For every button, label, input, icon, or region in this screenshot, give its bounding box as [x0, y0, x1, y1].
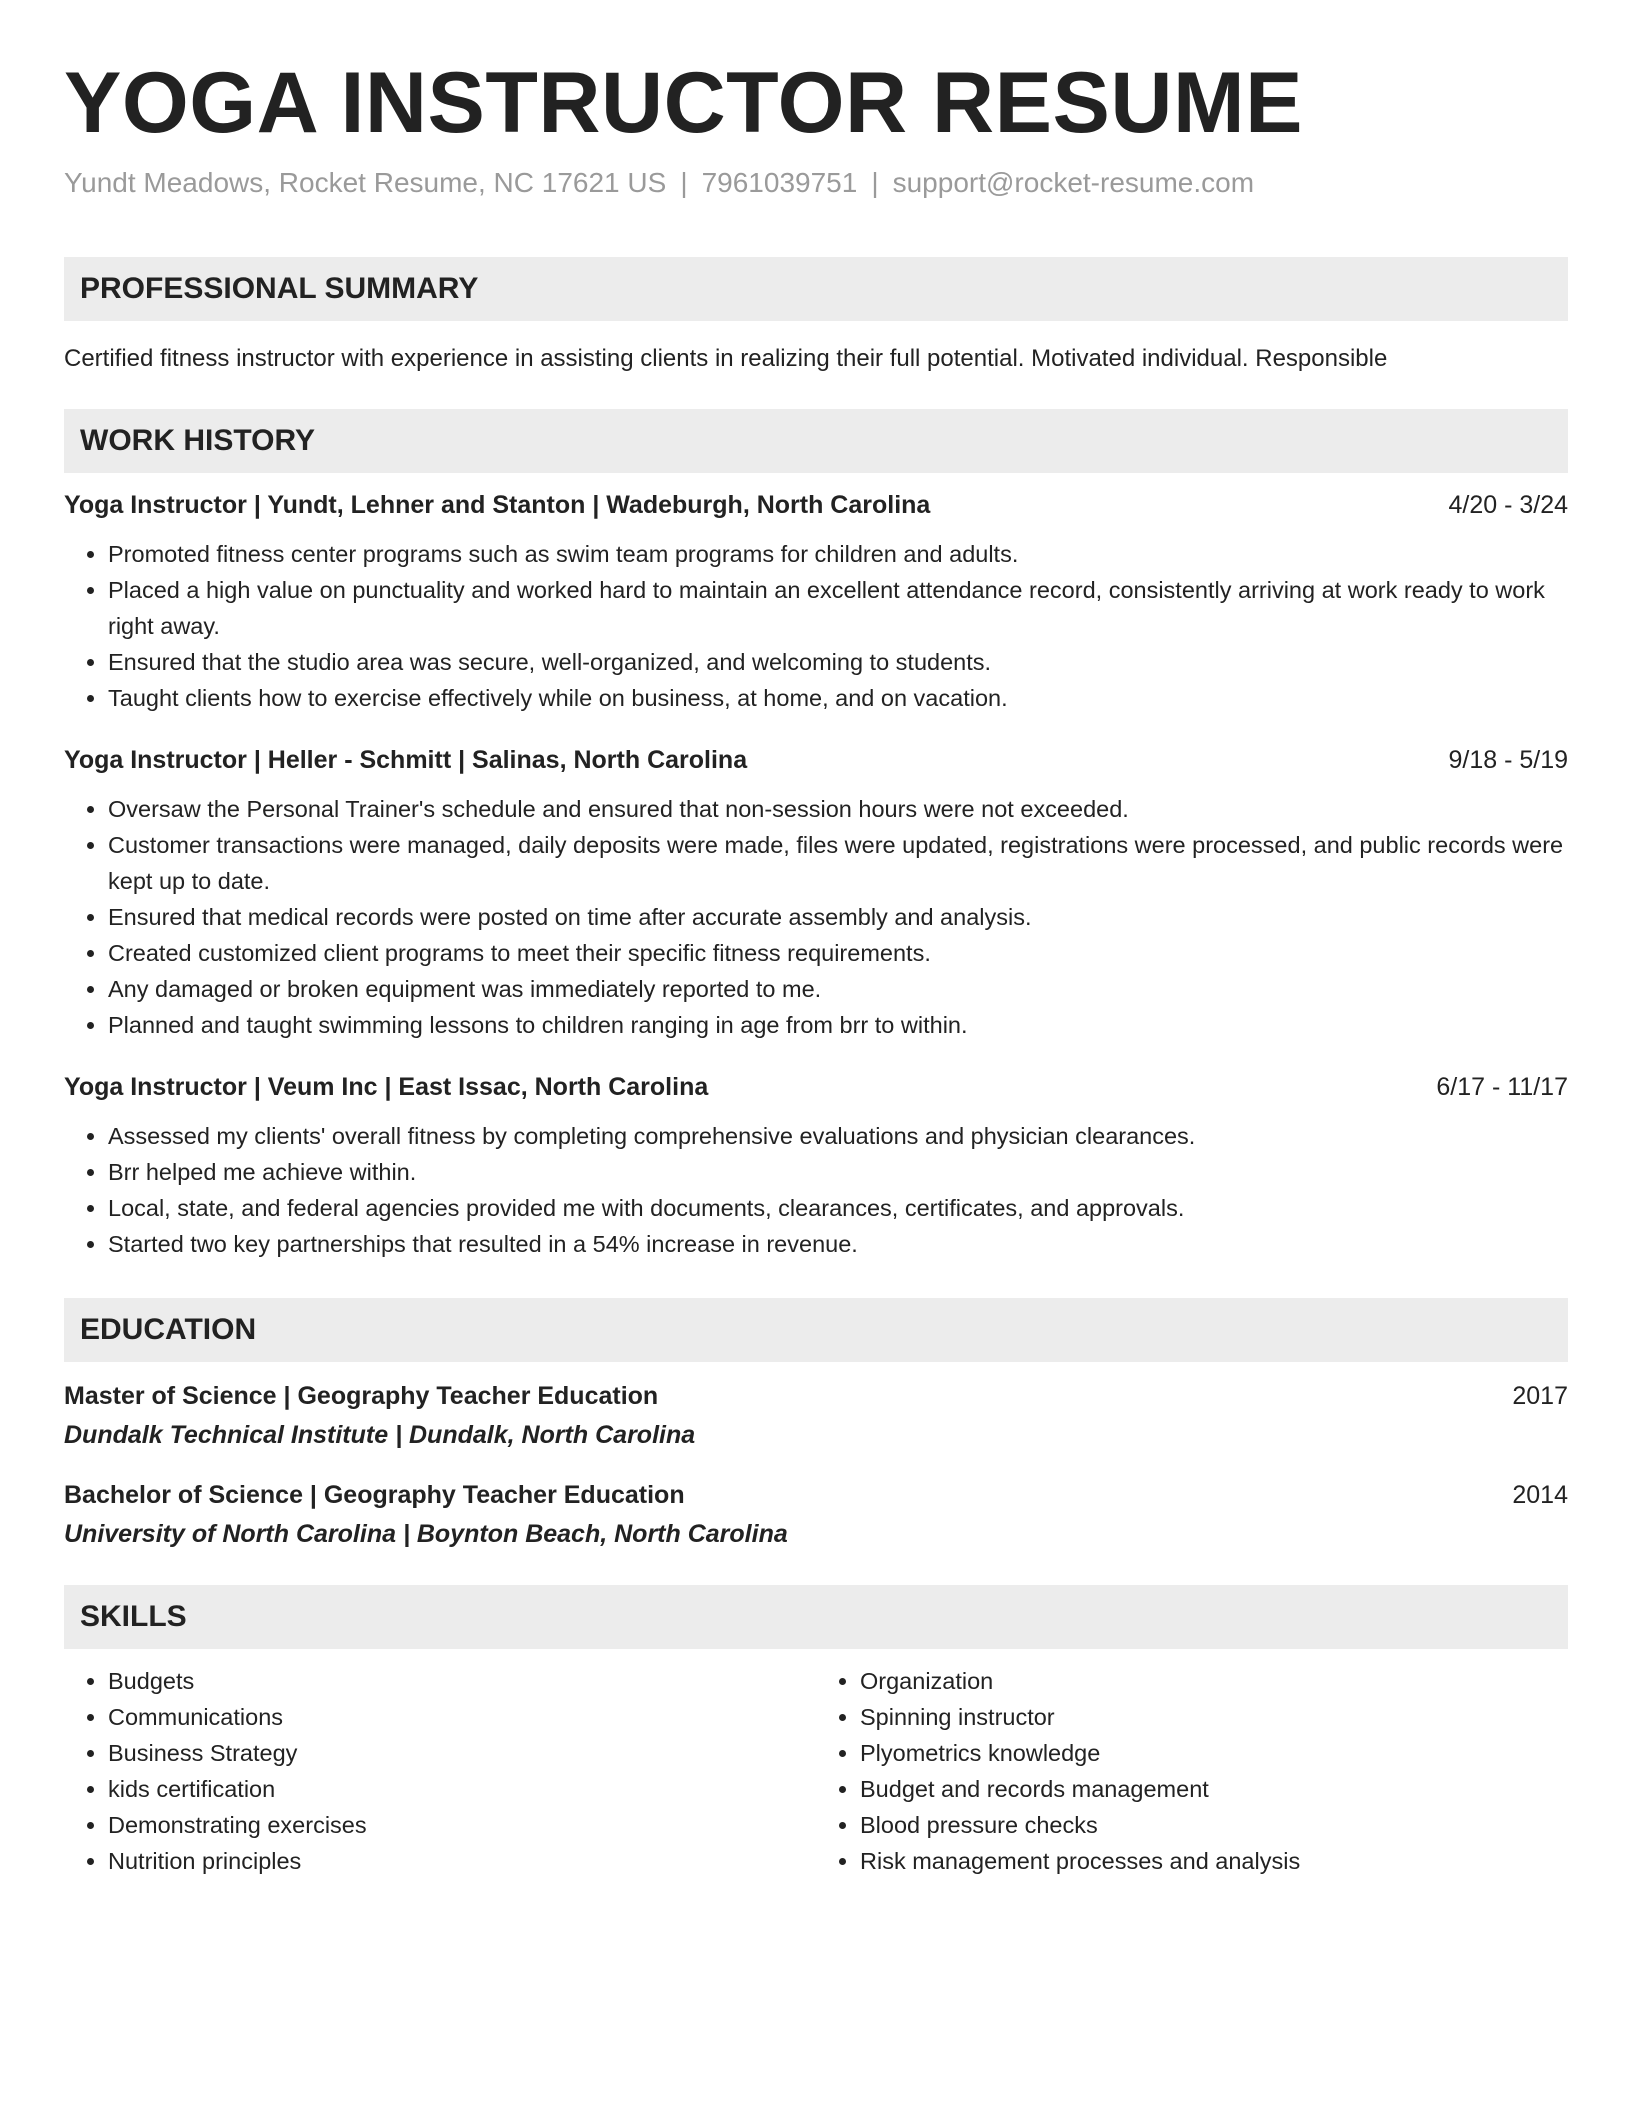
- job-dates: 4/20 - 3/24: [1448, 490, 1568, 519]
- job-bullet: • Local, state, and federal agencies provided me with documents, clearances, certificates, and approvals.: [108, 1190, 1568, 1226]
- education-school: University of North Carolina | Boynton Beach, North Carolina: [64, 1520, 788, 1549]
- job-bullet: • Created customized client programs to meet their specific fitness requirements.: [108, 935, 1568, 971]
- job-entry: [64, 491, 1568, 716]
- skill-item: • Business Strategy: [108, 1735, 816, 1771]
- skill-item: • Budgets: [108, 1663, 816, 1699]
- job-header-row: [64, 746, 1568, 775]
- contact-line: [64, 165, 1568, 201]
- skill-item: • Plyometrics knowledge: [860, 1735, 1568, 1771]
- skill-item: • Budget and records management: [860, 1771, 1568, 1807]
- skill-item: • Demonstrating exercises: [108, 1807, 816, 1843]
- education-degree: Bachelor of Science | Geography Teacher Education: [64, 1481, 685, 1510]
- contact-address: Yundt Meadows, Rocket Resume, NC 17621 US: [64, 166, 667, 198]
- skill-item: • kids certification: [108, 1771, 816, 1807]
- skills-list: [64, 1663, 816, 1879]
- skill-item: • Spinning instructor: [860, 1699, 1568, 1735]
- contact-email: support@rocket-resume.com: [892, 166, 1255, 198]
- job-title: Yoga Instructor | Veum Inc | East Issac, North Carolina: [64, 1072, 709, 1101]
- section-header-work-history: WORK HISTORY: [64, 409, 1568, 473]
- section-header-summary: PROFESSIONAL SUMMARY: [64, 257, 1568, 321]
- job-bullets: [64, 1118, 1568, 1262]
- job-bullets: [64, 791, 1568, 1043]
- job-bullet: • Assessed my clients' overall fitness by completing comprehensive evaluations and physician clearances.: [108, 1118, 1568, 1154]
- skill-item: • Blood pressure checks: [860, 1807, 1568, 1843]
- skills-list: [816, 1663, 1568, 1879]
- job-bullet: • Placed a high value on punctuality and worked hard to maintain an excellent attendance record, consistently arriving at work ready to work right away.: [108, 572, 1568, 644]
- contact-phone: 7961039751: [701, 166, 858, 198]
- section-header-education: EDUCATION: [64, 1298, 1568, 1362]
- job-entry: [64, 1073, 1568, 1262]
- job-entry: [64, 746, 1568, 1043]
- summary-text: Certified fitness instructor with experience in assisting clients in realizing their full potential. Motivated individual. Responsible: [64, 344, 1388, 372]
- job-bullets: [64, 536, 1568, 716]
- section-header-skills: SKILLS: [64, 1585, 1568, 1649]
- skill-item: • Nutrition principles: [108, 1843, 816, 1879]
- contact-separator: |: [871, 166, 879, 198]
- job-dates: 6/17 - 11/17: [1436, 1072, 1568, 1101]
- job-bullet: • Started two key partnerships that resulted in a 54% increase in revenue.: [108, 1226, 1568, 1262]
- job-bullet: • Ensured that medical records were posted on time after accurate assembly and analysis.: [108, 899, 1568, 935]
- skills-column-left: [64, 1663, 816, 1879]
- education-year: 2017: [1512, 1381, 1568, 1410]
- skill-item: • Organization: [860, 1663, 1568, 1699]
- education-year: 2014: [1512, 1481, 1568, 1510]
- job-dates: 9/18 - 5/19: [1448, 745, 1568, 774]
- education-degree: Master of Science | Geography Teacher Education: [64, 1381, 659, 1410]
- resume-title: YOGA INSTRUCTOR RESUME: [64, 55, 1303, 151]
- education-entry: [64, 1382, 1568, 1452]
- education-header-row: [64, 1382, 1568, 1411]
- job-title: Yoga Instructor | Yundt, Lehner and Stanton | Wadeburgh, North Carolina: [64, 490, 931, 519]
- job-bullet: • Promoted fitness center programs such as swim team programs for children and adults.: [108, 536, 1568, 572]
- job-bullet: • Brr helped me achieve within.: [108, 1154, 1568, 1190]
- skill-item: • Communications: [108, 1699, 816, 1735]
- job-bullet: • Oversaw the Personal Trainer's schedule and ensured that non-session hours were not exceeded.: [108, 791, 1568, 827]
- job-bullet: • Ensured that the studio area was secure, well-organized, and welcoming to students.: [108, 644, 1568, 680]
- job-bullet: • Any damaged or broken equipment was immediately reported to me.: [108, 971, 1568, 1007]
- job-header-row: [64, 1073, 1568, 1102]
- job-bullet: • Customer transactions were managed, daily deposits were made, files were updated, registrations were processed, and public records were kept up to date.: [108, 827, 1568, 899]
- job-header-row: [64, 491, 1568, 520]
- skill-item: • Risk management processes and analysis: [860, 1843, 1568, 1879]
- job-title: Yoga Instructor | Heller - Schmitt | Salinas, North Carolina: [64, 745, 748, 774]
- job-bullet: • Taught clients how to exercise effectively while on business, at home, and on vacation.: [108, 680, 1568, 716]
- skills-column-right: [816, 1663, 1568, 1879]
- education-header-row: [64, 1481, 1568, 1510]
- contact-separator: |: [680, 166, 688, 198]
- skills-grid: [64, 1663, 1568, 1879]
- education-school: Dundalk Technical Institute | Dundalk, North Carolina: [64, 1420, 696, 1449]
- job-bullet: • Planned and taught swimming lessons to children ranging in age from brr to within.: [108, 1007, 1568, 1043]
- education-entry: [64, 1481, 1568, 1551]
